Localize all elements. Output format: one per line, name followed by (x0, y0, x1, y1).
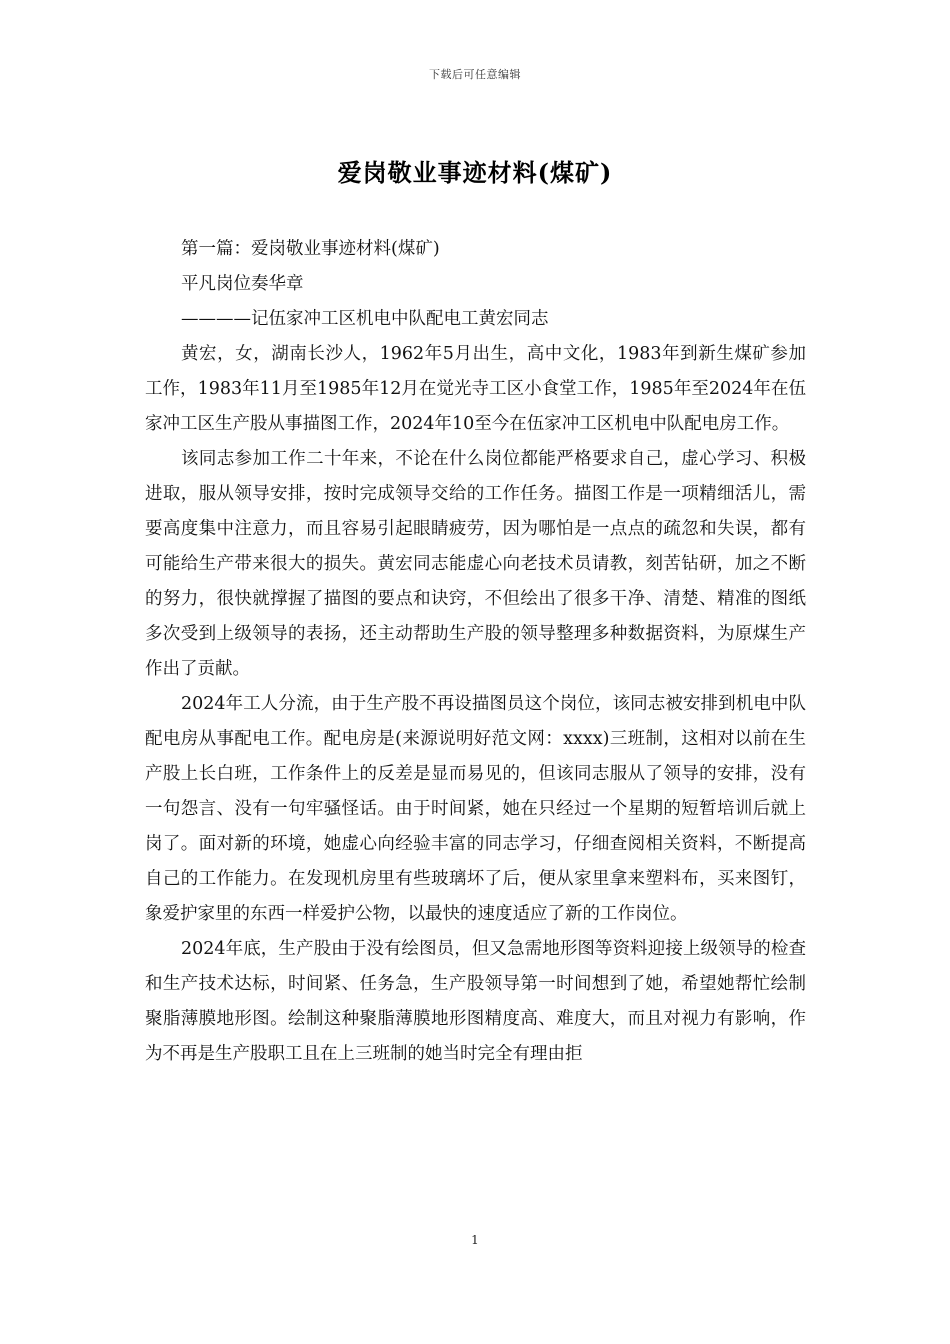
paragraph-2: 该同志参加工作二十年来，不论在什么岗位都能严格要求自己，虚心学习、积极进取，服从领导安排，按时完成领导交给的工作任务。描图工作是一项精细活儿，需要高度集中注意力，而且容易引起眼睛疲劳，因为哪怕是一点点的疏忽和失误，都有可能给生产带来很大的损失。黄宏同志能虚心向老技术员请教，刻苦钻研，加之不断的努力，很快就撑握了描图的要点和诀窍，不但绘出了很多干净、清楚、精准的图纸多次受到上级领导的表扬，还主动帮助生产股的领导整理多种数据资料，为原煤生产作出了贡献。 (145, 449, 806, 679)
paragraph-3: 2024年工人分流，由于生产股不再设描图员这个岗位，该同志被安排到机电中队配电房从事配电工作。配电房是(来源说明好范文网：xxxx)三班制，这相对以前在生产股上长白班，工作条件上的反差是显而易见的，但该同志服从了领导的安排，没有一句怨言、没有一句牢骚怪话。由于时间紧，她在只经过一个星期的短暂培训后就上岗了。面对新的环境，她虚心向经验丰富的同志学习，仔细查阅相关资料，不断提高自己的工作能力。在发现机房里有些玻璃坏了后，便从家里拿来塑料布，买来图钉，象爱护家里的东西一样爱护公物，以最快的速度适应了新的工作岗位。 (145, 694, 806, 924)
page-number: 1 (471, 1233, 479, 1247)
document-title: 爱岗敬业事迹材料(煤矿) (337, 158, 613, 187)
intro-line-byline: ————记伍家冲工区机电中队配电工黄宏同志 (181, 309, 549, 329)
paragraph-1: 黄宏，女，湖南长沙人，1962年5月出生，高中文化，1983年到新生煤矿参加工作，1983年11月至1985年12月在觉光寺工区小食堂工作，1985年至2024年在伍家冲工区生产股从事描图工作，2024年10至今在伍家冲工区机电中队配电房工作。 (145, 344, 806, 434)
document-body (145, 232, 806, 1072)
intro-line-subtitle: 平凡岗位奏华章 (181, 274, 304, 294)
intro-line-chapter: 第一篇：爱岗敬业事迹材料(煤矿) (181, 239, 440, 259)
header-note: 下载后可任意编辑 (429, 68, 521, 81)
paragraph-4: 2024年底，生产股由于没有绘图员，但又急需地形图等资料迎接上级领导的检查和生产技术达标，时间紧、任务急，生产股领导第一时间想到了她，希望她帮忙绘制聚脂薄膜地形图。绘制这种聚脂薄膜地形图精度高、难度大，而且对视力有影响，作为不再是生产股职工且在上三班制的她当时完全有理由拒 (145, 939, 806, 1064)
